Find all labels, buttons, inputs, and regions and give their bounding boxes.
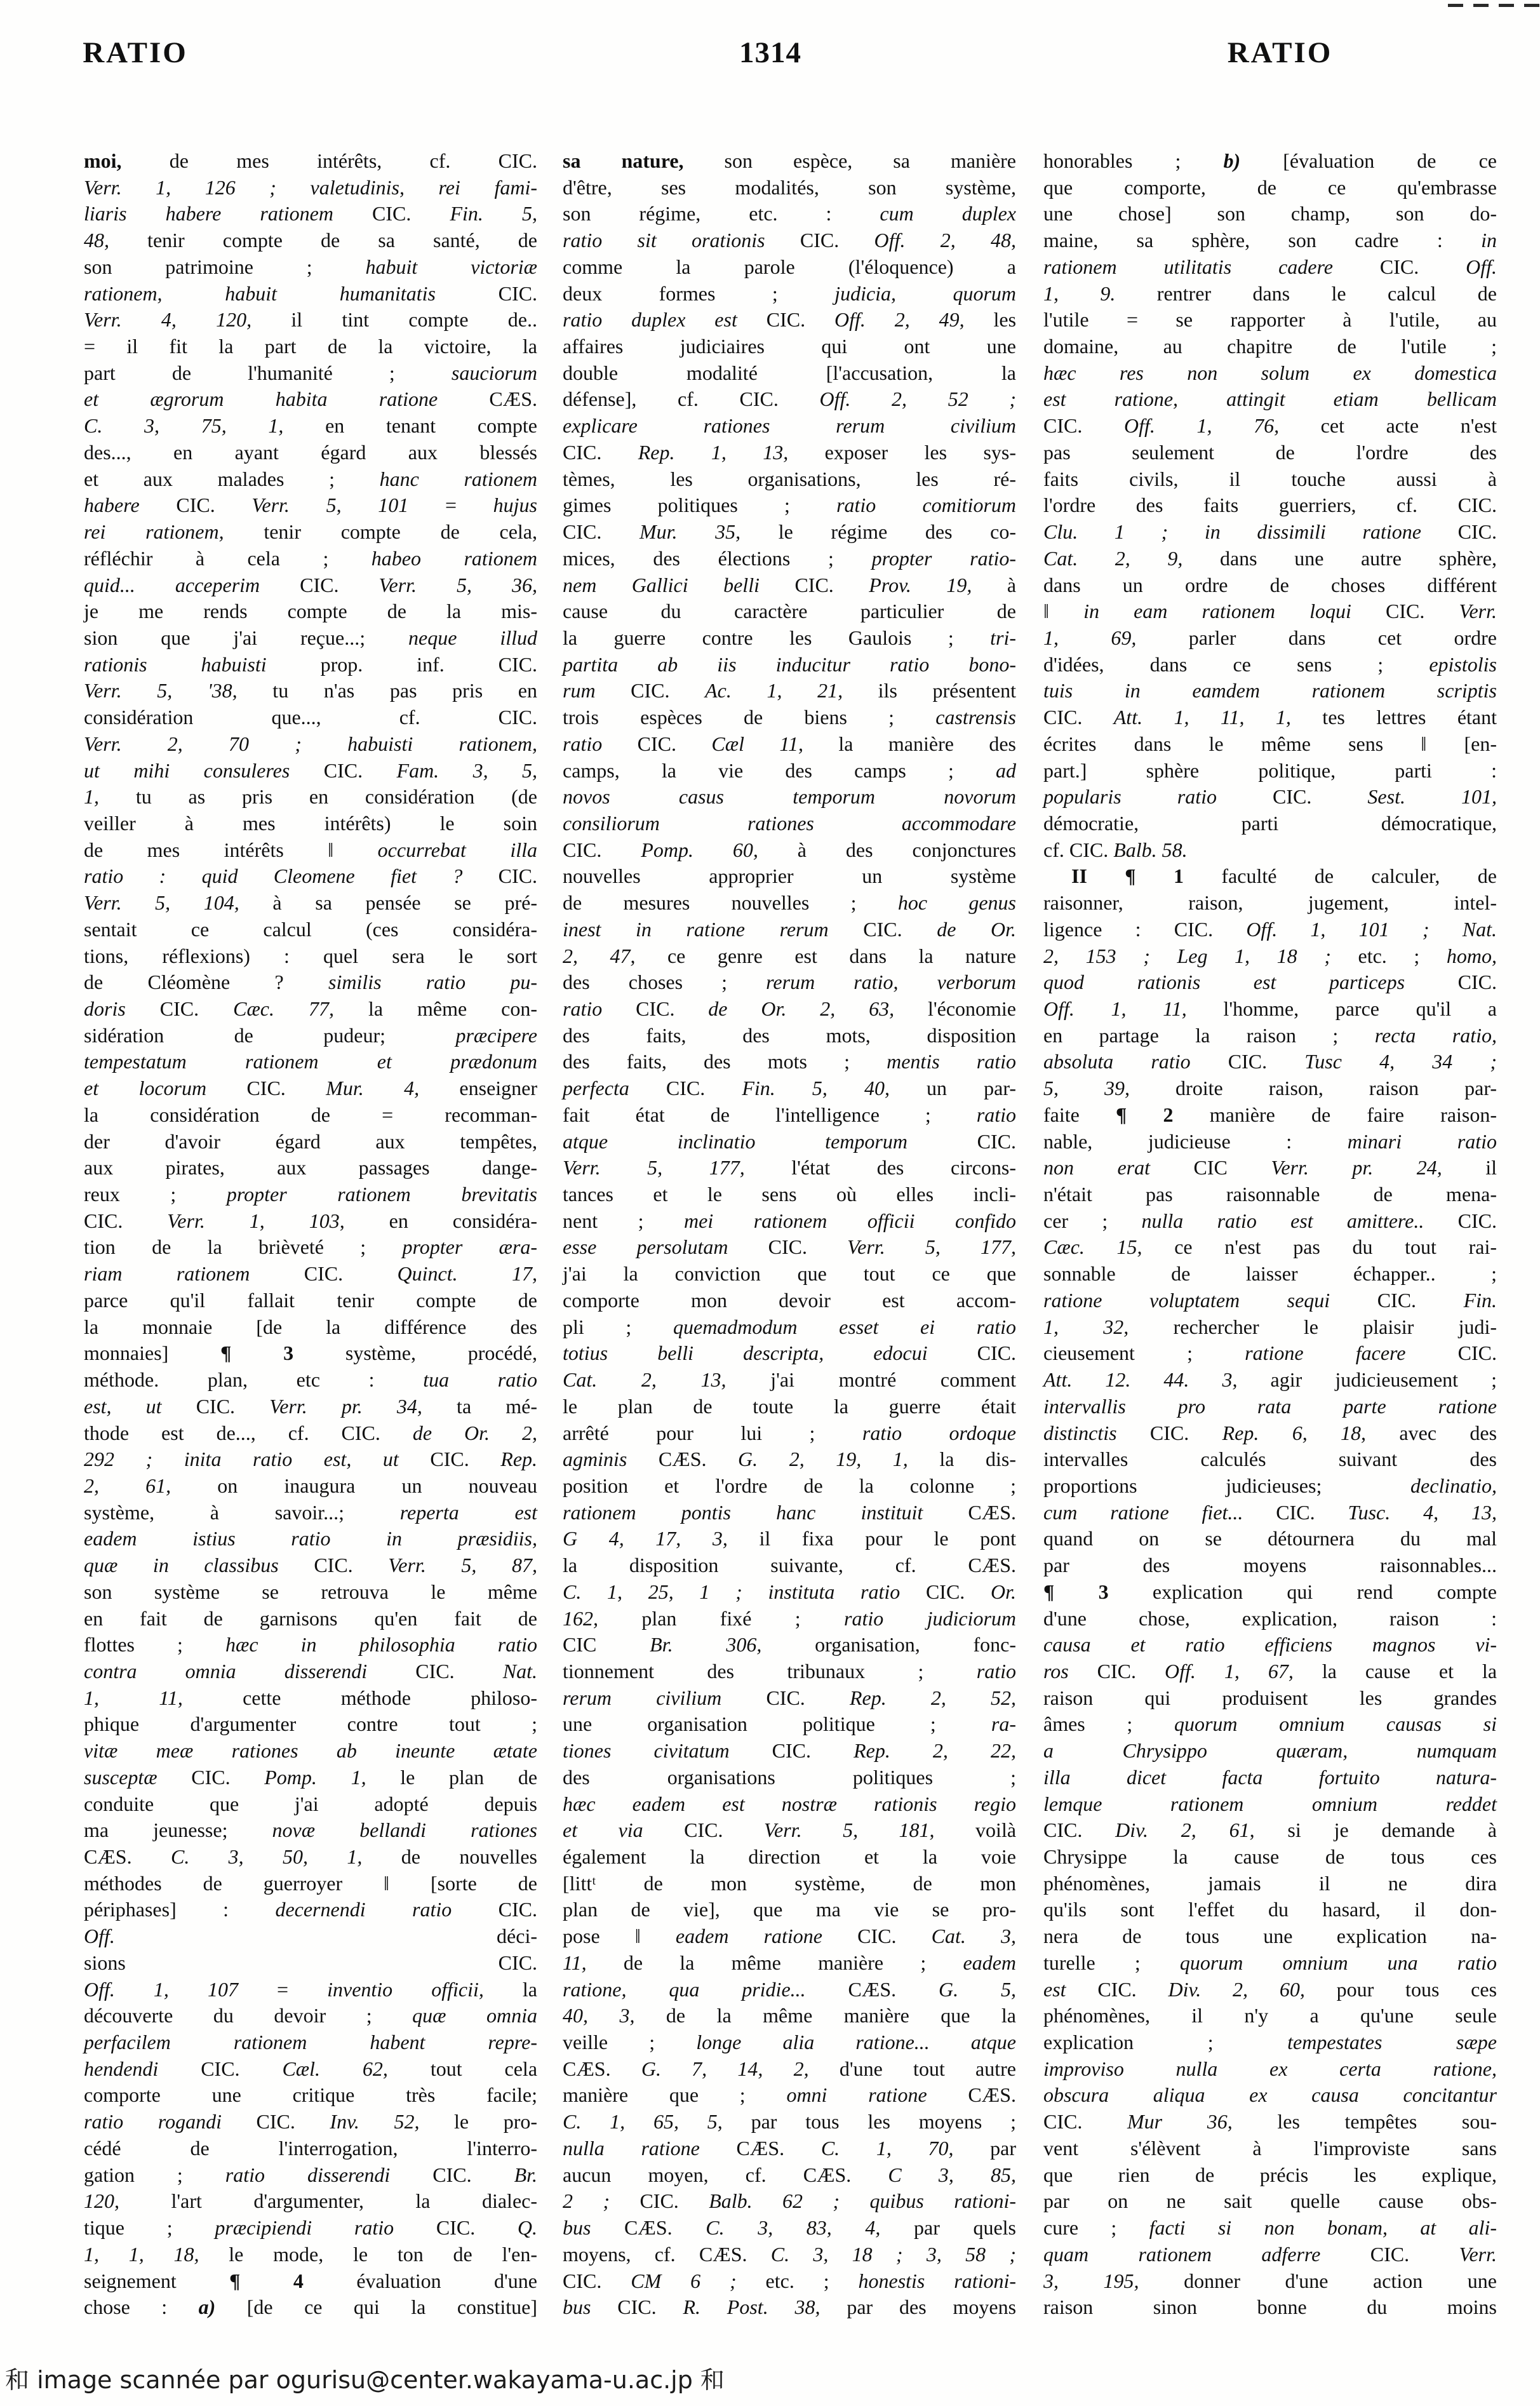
text-line: CÆS. C. 3, 50, 1, de nouvelles [84, 1845, 538, 1868]
text-line: CIC. Verr. 1, 103, en considéra- [84, 1209, 538, 1232]
text-line: non erat CIC Verr. pr. 24, il [1043, 1156, 1497, 1179]
text-line: considération que..., cf. CIC. [84, 706, 537, 729]
text-line: affaires judiciaires qui ont une [563, 335, 1016, 358]
text-line: distinctis CIC. Rep. 6, 18, avec des [1043, 1421, 1497, 1444]
text-line: tion de la brièveté ; propter æra- [84, 1235, 538, 1259]
text-line: gation ; ratio disserendi CIC. Br. [84, 2163, 538, 2186]
text-line: j'ai la conviction que tout ce que [563, 1262, 1016, 1286]
text-line: fait état de l'intelligence ; ratio [563, 1103, 1016, 1126]
text-line: sentait ce calcul (ces considéra- [84, 917, 537, 941]
text-line: rationis habuisti prop. inf. CIC. [84, 652, 537, 676]
text-line: Clu. 1 ; in dissimili ratione CIC. [1043, 520, 1497, 544]
text-line: quid... acceperim CIC. Verr. 5, 36, [84, 573, 538, 596]
text-line: Off. 1, 107 = inventio officii, la [84, 1977, 538, 2001]
text-line: d'idées, dans ce sens ; epistolis [1043, 652, 1497, 676]
text-line: ratio sit orationis CIC. Off. 2, 48, [563, 229, 1017, 252]
text-line: intervalles calculés suivant des [1043, 1448, 1497, 1471]
text-line: bus CIC. R. Post. 38, par des moyens [563, 2295, 1017, 2319]
text-line: en fait de garnisons qu'en fait de [84, 1606, 537, 1630]
text-line: son patrimoine ; habuit victoriæ [84, 255, 537, 278]
text-line: pose ‖ eadem ratione CIC. Cat. 3, [563, 1925, 1017, 1948]
text-line: ma jeunesse; novæ bellandi rationes [84, 1818, 538, 1842]
text-line: Cæc. 15, ce n'est pas du tout rai- [1043, 1235, 1497, 1259]
text-line: de Cléomène ? similis ratio pu- [84, 971, 538, 994]
text-line: Verr. 2, 70 ; habuisti rationem, [84, 732, 537, 755]
text-line: la disposition suivante, cf. CÆS. [563, 1554, 1016, 1577]
text-line: des faits, des mots, disposition [563, 1023, 1016, 1047]
text-line: liaris habere rationem CIC. Fin. 5, [84, 202, 538, 225]
text-line: par on ne sait quelle cause obs- [1043, 2189, 1497, 2213]
text-line: CIC. CM 6 ; etc. ; honestis rationi- [563, 2269, 1017, 2292]
text-line: CIC. Mur. 35, le régime des co- [563, 520, 1017, 544]
text-line: rationem, habuit humanitatis CIC. [84, 281, 537, 305]
text-line: 40, 3, de la même manière que la [563, 2004, 1016, 2027]
text-line: phénomènes, il n'y a qu'une seule [1043, 2004, 1497, 2027]
text-line: honorables ; b) [évaluation de ce [1043, 149, 1497, 172]
text-line: Cat. 2, 13, j'ai montré comment [563, 1368, 1017, 1392]
text-line: CIC. Pomp. 60, à des conjonctures [563, 838, 1017, 861]
text-line: atque inclinatio temporum CIC. [563, 1129, 1017, 1153]
text-line: ros CIC. Off. 1, 67, la cause et la [1043, 1659, 1497, 1683]
text-line: 1, 1, 18, le mode, le ton de l'en- [84, 2242, 538, 2266]
text-line: lemque rationem omnium reddet [1043, 1792, 1497, 1815]
text-line: CIC. Att. 1, 11, 1, tes lettres étant [1043, 706, 1497, 729]
text-line: rationem utilitatis cadere CIC. Off. [1043, 255, 1497, 278]
text-line: 2, 47, ce genre est dans la nature [563, 944, 1016, 967]
text-line: veiller à mes intérêts) le soin [84, 811, 537, 835]
text-line: Off. 1, 11, l'homme, parce qu'il a [1043, 997, 1497, 1020]
text-line: réfléchir à cela ; habeo rationem [84, 546, 538, 570]
text-line: novos casus temporum novorum [563, 785, 1016, 809]
text-line: Verr. 5, 177, l'état des circons- [563, 1156, 1017, 1179]
text-line: raisonner, raison, jugement, intel- [1043, 891, 1497, 915]
text-line: par des moyens raisonnables... [1043, 1554, 1497, 1577]
text-line: reux ; propter rationem brevitatis [84, 1183, 538, 1206]
text-line: que comporte, de ce qu'embrasse [1043, 175, 1497, 199]
text-line: C. 3, 75, 1, en tenant compte [84, 414, 538, 438]
text-line: nent ; mei rationem officii confido [563, 1209, 1017, 1232]
text-line: parce qu'il fallait tenir compte de [84, 1288, 537, 1312]
text-line: double modalité [l'accusation, la [563, 361, 1016, 384]
text-line: ut mihi consuleres CIC. Fam. 3, 5, [84, 758, 538, 782]
text-line: rationem pontis hanc instituit CÆS. [563, 1500, 1016, 1524]
text-line: pas seulement de l'ordre des [1043, 440, 1497, 464]
text-line: quam rationem adferre CIC. Verr. [1043, 2242, 1497, 2266]
text-line: seignement ¶ 4 évaluation d'une [84, 2269, 538, 2292]
column [1043, 148, 1497, 2321]
text-line: est, ut CIC. Verr. pr. 34, ta mé- [84, 1394, 538, 1418]
text-line: popularis ratio CIC. Sest. 101, [1043, 785, 1497, 809]
text-line: ligence : CIC. Off. 1, 101 ; Nat. [1043, 917, 1497, 941]
text-line: cédé de l'interrogation, l'interro- [84, 2136, 537, 2160]
text-line: ratio : quid Cleomene fiet ? CIC. [84, 864, 538, 888]
text-line: moyens, cf. CÆS. C. 3, 18 ; 3, 58 ; [563, 2242, 1017, 2266]
running-head-right: RATIO [1227, 36, 1333, 69]
text-line: proportions judicieuses; declinatio, [1043, 1474, 1497, 1497]
text-line: aucun moyen, cf. CÆS. C 3, 85, [563, 2163, 1016, 2186]
text-line: cure ; facti si non bonam, at ali- [1043, 2216, 1497, 2240]
text-line: ratione, qua pridie... CÆS. G. 5, [563, 1977, 1017, 2001]
text-line: agminis CÆS. G. 2, 19, 1, la dis- [563, 1448, 1017, 1471]
text-line: quæ in classibus CIC. Verr. 5, 87, [84, 1554, 537, 1577]
text-line: contra omnia disserendi CIC. Nat. [84, 1659, 538, 1683]
running-head-left: RATIO [83, 36, 188, 69]
text-line: ratio rogandi CIC. Inv. 52, le pro- [84, 2110, 537, 2134]
text-line: gimes politiques ; ratio comitiorum [563, 494, 1017, 517]
text-line: ratio CIC. de Or. 2, 63, l'économie [563, 997, 1016, 1020]
text-line: dans un ordre de choses différent [1043, 573, 1497, 596]
text-line: comporte une critique très facile; [84, 2083, 537, 2107]
text-line: intervallis pro rata parte ratione [1043, 1394, 1497, 1418]
text-line: consiliorum rationes accommodare [563, 811, 1016, 835]
text-line: explicare rationes rerum civilium [563, 414, 1016, 438]
text-line: CIC. Off. 1, 76, cet acte n'est [1043, 414, 1497, 438]
text-line: n'était pas raisonnable de mena- [1043, 1183, 1497, 1206]
text-line: CIC. Div. 2, 61, si je demande à [1043, 1818, 1497, 1842]
text-line: 1, 9. rentrer dans le calcul de [1043, 281, 1497, 305]
column [84, 148, 537, 2321]
text-line: riam rationem CIC. Quinct. 17, [84, 1262, 537, 1286]
text-line: II ¶ 1 faculté de calculer, de [1071, 864, 1497, 888]
text-line: nable, judicieuse : minari ratio [1043, 1129, 1497, 1153]
text-line: 48, tenir compte de sa santé, de [84, 229, 537, 252]
text-line: que rien de précis les explique, [1043, 2163, 1497, 2186]
text-line: tiones civitatum CIC. Rep. 2, 22, [563, 1739, 1016, 1763]
text-line: une chose] son champ, son do- [1043, 202, 1497, 225]
text-line: flottes ; hæc in philosophia ratio [84, 1633, 538, 1657]
text-line: tèmes, les organisations, les ré- [563, 467, 1016, 490]
text-line: quod rationis est particeps CIC. [1043, 971, 1497, 994]
text-line: rerum civilium CIC. Rep. 2, 52, [563, 1686, 1017, 1709]
text-line: également la direction et la voie [563, 1845, 1016, 1868]
text-line: raison sinon bonne du moins [1043, 2295, 1497, 2319]
text-line: en partage la raison ; recta ratio, [1043, 1023, 1497, 1047]
text-line: 292 ; inita ratio est, ut CIC. Rep. [84, 1448, 538, 1471]
text-line: ¶ 3 explication qui rend compte [1043, 1580, 1497, 1603]
text-line: le plan de toute la guerre était [563, 1394, 1016, 1418]
text-line: hendendi CIC. Cæl. 62, tout cela [84, 2057, 538, 2080]
text-line: Verr. 4, 120, il tint compte de.. [84, 308, 537, 332]
text-line: écrites dans le même sens ‖ [en- [1043, 732, 1497, 755]
text-line: position et l'ordre de la colonne ; [563, 1474, 1016, 1497]
text-line: quand on se détournera du mal [1043, 1527, 1497, 1550]
text-line: cause du caractère particulier de [563, 600, 1016, 623]
text-line: = il fit la part de la victoire, la [84, 335, 537, 358]
text-line: sonnable de laisser échapper.. ; [1043, 1262, 1497, 1286]
text-line: maine, sa sphère, son cadre : in [1043, 229, 1497, 252]
text-line: Verr. 5, '38, tu n'as pas pris en [84, 679, 538, 702]
text-line: conduite que j'ai adopté depuis [84, 1792, 537, 1815]
text-line: C. 1, 25, 1 ; instituta ratio CIC. Or. [563, 1580, 1016, 1603]
text-line: ratio duplex est CIC. Off. 2, 49, les [563, 308, 1017, 332]
text-line: 5, 39, droite raison, raison par- [1043, 1077, 1497, 1100]
text-line: rum CIC. Ac. 1, 21, ils présentent [563, 679, 1016, 702]
text-line: 1, tu as pris en considération (de [84, 785, 537, 809]
text-line: trois espèces de biens ; castrensis [563, 706, 1016, 729]
text-line: CIC. Mur 36, les tempêtes sou- [1043, 2110, 1497, 2134]
text-line: Cat. 2, 9, dans une autre sphère, [1043, 546, 1497, 570]
text-line: 120, l'art d'argumenter, la dialec- [84, 2189, 537, 2213]
text-line: chose : a) [de ce qui la constitue] [84, 2295, 538, 2319]
scan-edge-artifact [1448, 4, 1540, 7]
text-line: 1, 11, cette méthode philoso- [84, 1686, 538, 1709]
text-line: susceptæ CIC. Pomp. 1, le plan de [84, 1765, 538, 1789]
text-line: C. 1, 65, 5, par tous les moyens ; [563, 2110, 1017, 2134]
text-line: monnaies] ¶ 3 système, procédé, [84, 1341, 537, 1365]
text-line: turelle ; quorum omnium una ratio [1043, 1951, 1497, 1974]
text-line: moi, de mes intérêts, cf. CIC. [84, 149, 537, 172]
text-line: ratione voluptatem sequi CIC. Fin. [1043, 1288, 1497, 1312]
text-line: 1, 69, parler dans cet ordre [1043, 626, 1497, 649]
text-line: comporte mon devoir est accom- [563, 1288, 1016, 1312]
text-line: domaine, au chapitre de l'utile ; [1043, 335, 1497, 358]
text-line: partita ab iis inducitur ratio bono- [563, 652, 1016, 676]
text-line: la guerre contre les Gaulois ; tri- [563, 626, 1016, 649]
text-line: rei rationem, tenir compte de cela, [84, 520, 538, 544]
text-line: des choses ; rerum ratio, verborum [563, 971, 1017, 994]
text-line: perfecta CIC. Fin. 5, 40, un par- [563, 1077, 1017, 1100]
text-line: a Chrysippo quæram, numquam [1043, 1739, 1497, 1763]
text-line: 2, 153 ; Leg 1, 18 ; etc. ; homo, [1043, 944, 1497, 967]
text-line: ‖ in eam rationem loqui CIC. Verr. [1043, 600, 1497, 623]
text-line: faite ¶ 2 manière de faire raison- [1043, 1103, 1497, 1126]
text-line: CIC. Rep. 1, 13, exposer les sys- [563, 440, 1017, 464]
text-line: inest in ratione rerum CIC. de Or. [563, 917, 1017, 941]
text-line: thode est de..., cf. CIC. de Or. 2, [84, 1421, 538, 1444]
text-line: causa et ratio efficiens magnos vi- [1043, 1633, 1497, 1657]
text-line: arrêté pour lui ; ratio ordoque [563, 1421, 1017, 1444]
text-line: explication ; tempestates sæpe [1043, 2031, 1497, 2054]
text-line: méthode. plan, etc : tua ratio [84, 1368, 538, 1392]
text-line: défense], cf. CIC. Off. 2, 52 ; [563, 387, 1016, 411]
text-line: 1, 32, rechercher le plaisir judi- [1043, 1315, 1497, 1338]
text-line: hæc eadem est nostræ rationis regio [563, 1792, 1016, 1815]
text-line: tique ; præcipiendi ratio CIC. Q. [84, 2216, 538, 2240]
text-line: CÆS. G. 7, 14, 2, d'une tout autre [563, 2057, 1017, 2080]
text-line: pli ; quemadmodum esset ei ratio [563, 1315, 1017, 1338]
text-line: 3, 195, donner d'une action une [1043, 2269, 1497, 2292]
text-line: nera de tous une explication na- [1043, 1925, 1497, 1948]
text-line: système, à savoir...; reperta est [84, 1500, 537, 1524]
text-line: improviso nulla ex certa ratione, [1043, 2057, 1497, 2080]
text-line: tionnement des tribunaux ; ratio [563, 1659, 1016, 1683]
text-line: méthodes de guerroyer ‖ [sorte de [84, 1871, 537, 1895]
text-line: et locorum CIC. Mur. 4, enseigner [84, 1077, 538, 1100]
text-line: et ægrorum habita ratione CÆS. [84, 387, 538, 411]
text-line: veille ; longe alia ratione... atque [563, 2031, 1016, 2054]
text-line: 2 ; CIC. Balb. 62 ; quibus rationi- [563, 2189, 1017, 2213]
text-line: la considération de = recomman- [84, 1103, 537, 1126]
text-line: et via CIC. Verr. 5, 181, voilà [563, 1818, 1017, 1842]
text-line: son régime, etc. : cum duplex [563, 202, 1017, 225]
text-line: sa nature, son espèce, sa manière [563, 149, 1017, 172]
text-line: d'une chose, explication, raison : [1043, 1606, 1497, 1630]
scan-credit: 和 image scannée par ogurisu@center.wakayama-u.ac.jp 和 [5, 2366, 725, 2394]
text-line: l'ordre des faits guerriers, cf. CIC. [1043, 494, 1497, 517]
text-line: de mesures nouvelles ; hoc genus [563, 891, 1017, 915]
text-line: qu'ils sont l'effet du hasard, il don- [1043, 1898, 1497, 1921]
text-line: 11, de la même manière ; eadem [563, 1951, 1016, 1974]
text-line: obscura aliqua ex causa concitantur [1043, 2083, 1497, 2107]
text-line: tions, réflexions) : quel sera le sort [84, 944, 537, 967]
text-line: phénomènes, jamais il ne dira [1043, 1871, 1497, 1895]
text-line: manière que ; omni ratione CÆS. [563, 2083, 1016, 2107]
text-line: âmes ; quorum omnium causas si [1043, 1712, 1497, 1736]
text-line: ratio CIC. Cæl 11, la manière des [563, 732, 1017, 755]
text-line: phique d'argumenter contre tout ; [84, 1712, 537, 1736]
text-line: bus CÆS. C. 3, 83, 4, par quels [563, 2216, 1017, 2240]
text-line: est CIC. Div. 2, 60, pour tous ces [1043, 1977, 1497, 2001]
text-line: part de l'humanité ; sauciorum [84, 361, 537, 384]
text-line: raison qui produisent les grandes [1043, 1686, 1497, 1709]
text-line: G 4, 17, 3, il fixa pour le pont [563, 1527, 1017, 1550]
text-line: nulla ratione CÆS. C. 1, 70, par [563, 2136, 1017, 2160]
text-line: aux pirates, aux passages dange- [84, 1156, 537, 1179]
text-line: faits civils, il touche aussi à [1043, 467, 1497, 490]
text-line: tuis in eamdem rationem scriptis [1043, 679, 1497, 702]
text-line: l'utile = se rapporter à l'utile, au [1043, 308, 1497, 332]
text-line: camps, la vie des camps ; ad [563, 758, 1016, 782]
text-line: cum ratione fiet... CIC. Tusc. 4, 13, [1043, 1500, 1497, 1524]
text-line: part.] sphère politique, parti : [1043, 758, 1497, 782]
text-line: Verr. 5, 104, à sa pensée se pré- [84, 891, 538, 915]
text-line: vent s'élèvent à l'improviste sans [1043, 2136, 1497, 2160]
text-line: mices, des élections ; propter ratio- [563, 546, 1017, 570]
column [563, 148, 1016, 2321]
text-line: totius belli descripta, edocui CIC. [563, 1341, 1017, 1365]
text-line: plan de vie], que ma vie se pro- [563, 1898, 1016, 1921]
text-line: perfacilem rationem habent repre- [84, 2031, 537, 2054]
text-line: tempestatum rationem et prædonum [84, 1050, 537, 1073]
text-line: la monnaie [de la différence des [84, 1315, 537, 1338]
text-line: démocratie, parti démocratique, [1043, 811, 1497, 835]
text-line: CIC Br. 306, organisation, fonc- [563, 1633, 1017, 1657]
text-line: vitæ meæ rationes ab ineunte ætate [84, 1739, 537, 1763]
text-line: 162, plan fixé ; ratio judiciorum [563, 1606, 1017, 1630]
text-line: Off. déci- [84, 1925, 537, 1948]
text-line: cf. CIC. Balb. 58. [1043, 838, 1188, 861]
text-line: découverte du devoir ; quæ omnia [84, 2004, 537, 2027]
text-line: sidération de pudeur; præcipere [84, 1023, 537, 1047]
text-line: absoluta ratio CIC. Tusc 4, 34 ; [1043, 1050, 1497, 1073]
text-line: cieusement ; ratione facere CIC. [1043, 1341, 1497, 1365]
text-line: d'être, ses modalités, son système, [563, 175, 1016, 199]
text-line: des..., en ayant égard aux blessés [84, 440, 537, 464]
text-line: et aux malades ; hanc rationem [84, 467, 538, 490]
text-line: [littᵗ de mon système, de mon [563, 1871, 1016, 1895]
text-line: tances et le sens où elles incli- [563, 1183, 1016, 1206]
text-line: comme la parole (l'éloquence) a [563, 255, 1016, 278]
text-line: Chrysippe la cause de tous ces [1043, 1845, 1497, 1868]
text-line: des faits, des mots ; mentis ratio [563, 1050, 1017, 1073]
text-line: doris CIC. Cæc. 77, la même con- [84, 997, 538, 1020]
text-line: nem Gallici belli CIC. Prov. 19, à [563, 573, 1017, 596]
text-line: des organisations politiques ; [563, 1765, 1016, 1789]
text-line: Att. 12. 44. 3, agir judicieusement ; [1043, 1368, 1497, 1392]
text-line: sions CIC. [84, 1951, 537, 1974]
text-line: périphases] : decernendi ratio CIC. [84, 1898, 538, 1921]
text-line: de mes intérêts ‖ occurrebat illa [84, 838, 537, 861]
text-line: eadem istius ratio in præsidiis, [84, 1527, 537, 1550]
text-line: une organisation politique ; ra- [563, 1712, 1016, 1736]
text-line: Verr. 1, 126 ; valetudinis, rei fami- [84, 175, 537, 199]
text-line: sion que j'ai reçue...; neque illud [84, 626, 538, 649]
text-line: hæc res non solum ex domestica [1043, 361, 1497, 384]
text-line: son système se retrouva le même [84, 1580, 537, 1603]
text-line: je me rends compte de la mis- [84, 600, 537, 623]
text-line: 2, 61, on inaugura un nouveau [84, 1474, 538, 1497]
text-line: nouvelles approprier un système [563, 864, 1016, 888]
text-line: der d'avoir égard aux tempêtes, [84, 1129, 537, 1153]
text-line: esse persolutam CIC. Verr. 5, 177, [563, 1235, 1016, 1259]
text-line: illa dicet facta fortuito natura- [1043, 1765, 1497, 1789]
text-line: deux formes ; judicia, quorum [563, 281, 1017, 305]
page-number: 1314 [739, 36, 801, 69]
text-line: est ratione, attingit etiam bellicam [1043, 387, 1497, 411]
text-line: cer ; nulla ratio est amittere.. CIC. [1043, 1209, 1497, 1232]
text-line: habere CIC. Verr. 5, 101 = hujus [84, 494, 537, 517]
